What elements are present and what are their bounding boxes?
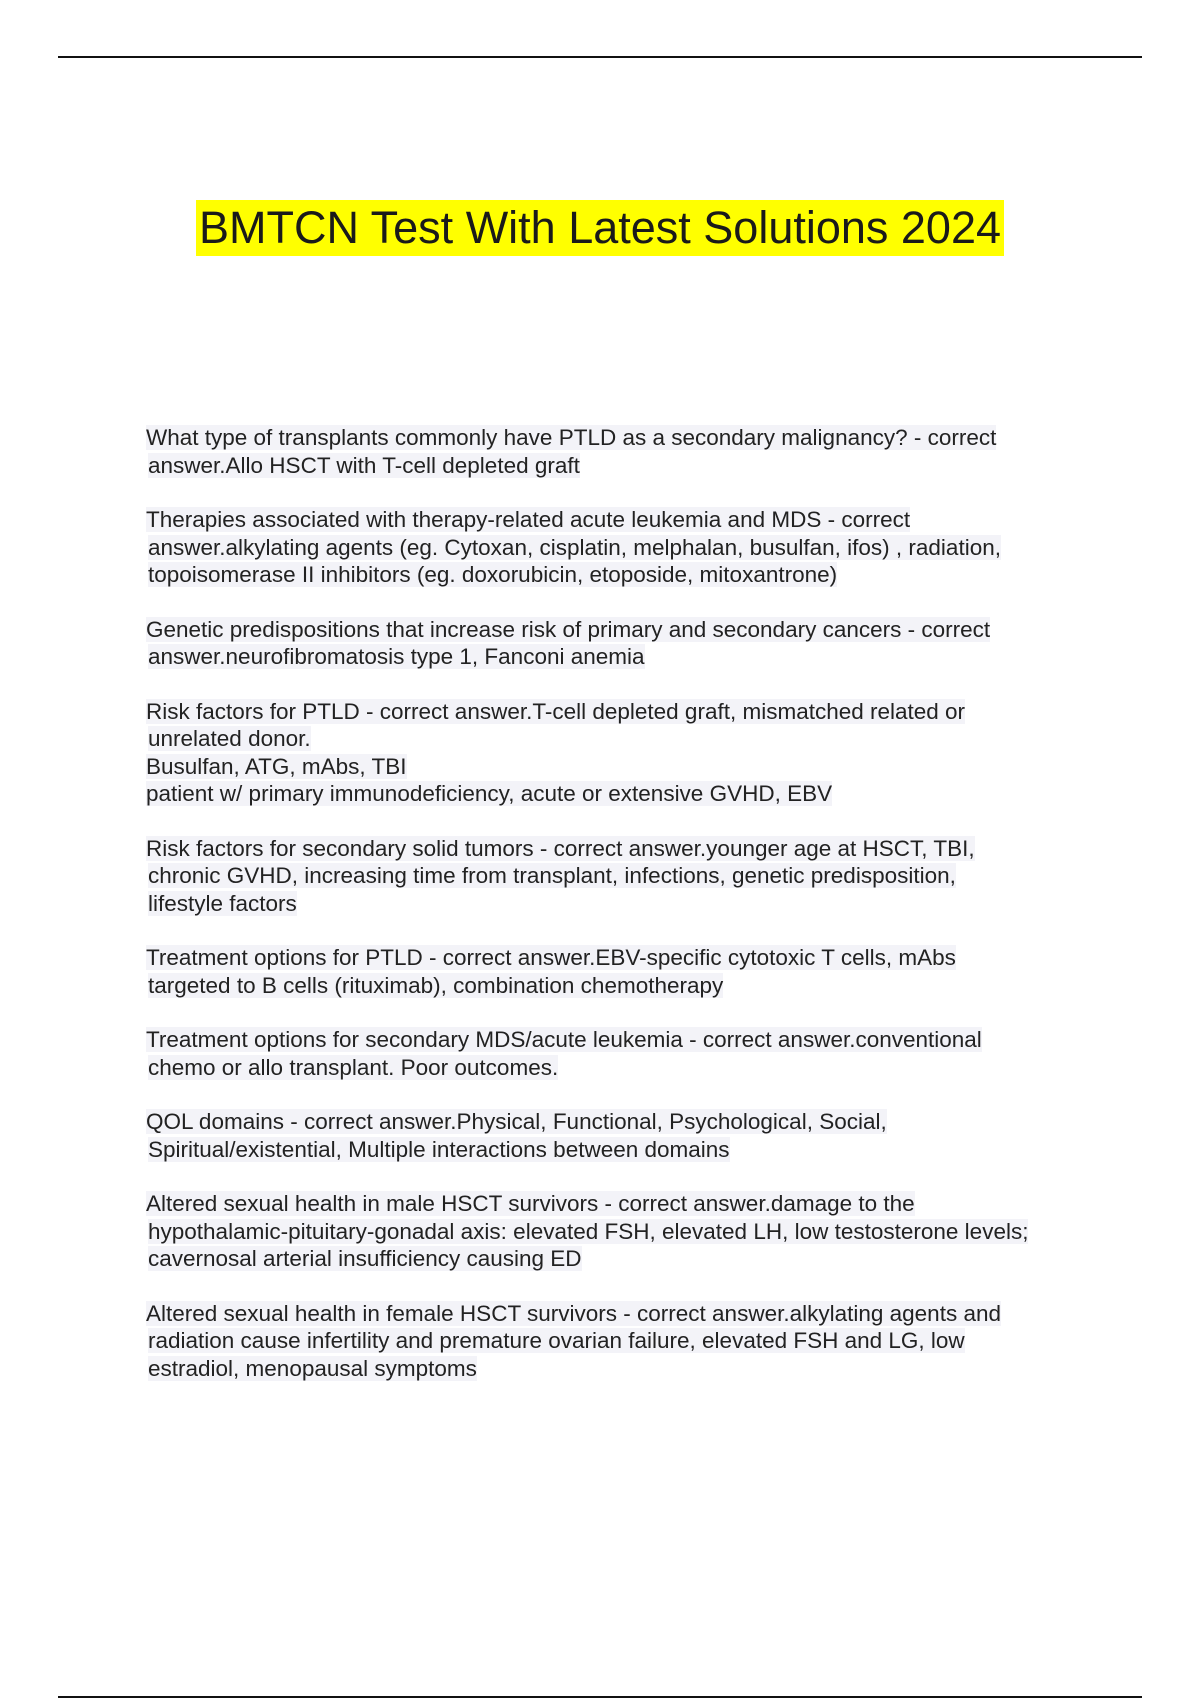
qa-line: What type of transplants commonly have PTLD as a secondary malignancy? - correct (146, 425, 997, 450)
qa-line: Treatment options for secondary MDS/acute leukemia - correct answer.conventional (146, 1027, 982, 1052)
qa-line: hypothalamic-pituitary-gonadal axis: elevated FSH, elevated LH, low testosterone levels; (148, 1218, 1029, 1244)
qa-line: patient w/ primary immunodeficiency, acute or extensive GVHD, EBV (146, 781, 833, 806)
qa-line: QOL domains - correct answer.Physical, Functional, Psychological, Social, (146, 1109, 887, 1134)
qa-entry (146, 506, 1096, 589)
qa-line: estradiol, menopausal symptoms (148, 1355, 477, 1381)
qa-entry (146, 1300, 1096, 1383)
qa-line: Spiritual/existential, Multiple interactions between domains (148, 1136, 730, 1162)
qa-line: Risk factors for PTLD - correct answer.T-cell depleted graft, mismatched related or (146, 698, 966, 724)
qa-entry (146, 1026, 1096, 1081)
bottom-rule (58, 1696, 1142, 1698)
qa-line: cavernosal arterial insufficiency causing ED (148, 1246, 582, 1271)
qa-line: Busulfan, ATG, mAbs, TBI (146, 753, 407, 779)
qa-line: answer.neurofibromatosis type 1, Fanconi anemia (148, 644, 645, 669)
qa-entry (146, 698, 1096, 808)
qa-line: Altered sexual health in male HSCT survivors - correct answer.damage to the (146, 1191, 915, 1216)
qa-line: Therapies associated with therapy-related acute leukemia and MDS - correct (146, 507, 911, 532)
qa-line: Treatment options for PTLD - correct answer.EBV-specific cytotoxic T cells, mAbs (146, 945, 956, 970)
qa-line: unrelated donor. (148, 726, 311, 751)
document-title: BMTCN Test With Latest Solutions 2024 (196, 200, 1004, 256)
qa-line: Altered sexual health in female HSCT survivors - correct answer.alkylating agents and (146, 1300, 1001, 1326)
qa-line: targeted to B cells (rituximab), combination chemotherapy (148, 972, 724, 998)
qa-line: Risk factors for secondary solid tumors - correct answer.younger age at HSCT, TBI, (146, 835, 975, 861)
qa-line: chemo or allo transplant. Poor outcomes. (148, 1054, 559, 1080)
qa-line: answer.Allo HSCT with T-cell depleted graft (148, 452, 580, 478)
qa-list (146, 424, 1096, 1409)
qa-line: Genetic predispositions that increase risk of primary and secondary cancers - correct (146, 616, 991, 642)
qa-line: answer.alkylating agents (eg. Cytoxan, cisplatin, melphalan, busulfan, ifos) , radiation, (148, 534, 1001, 560)
qa-entry (146, 1190, 1096, 1273)
qa-line: chronic GVHD, increasing time from transplant, infections, genetic predisposition, (148, 863, 956, 888)
qa-entry (146, 944, 1096, 999)
qa-line: topoisomerase II inhibitors (eg. doxorubicin, etoposide, mitoxantrone) (148, 562, 838, 587)
qa-line: radiation cause infertility and premature ovarian failure, elevated FSH and LG, low (148, 1328, 965, 1353)
qa-entry (146, 835, 1096, 918)
top-rule (58, 56, 1142, 58)
title-container (0, 200, 1200, 256)
qa-entry (146, 1108, 1096, 1163)
qa-entry (146, 424, 1096, 479)
qa-entry (146, 616, 1096, 671)
qa-line: lifestyle factors (148, 890, 297, 916)
